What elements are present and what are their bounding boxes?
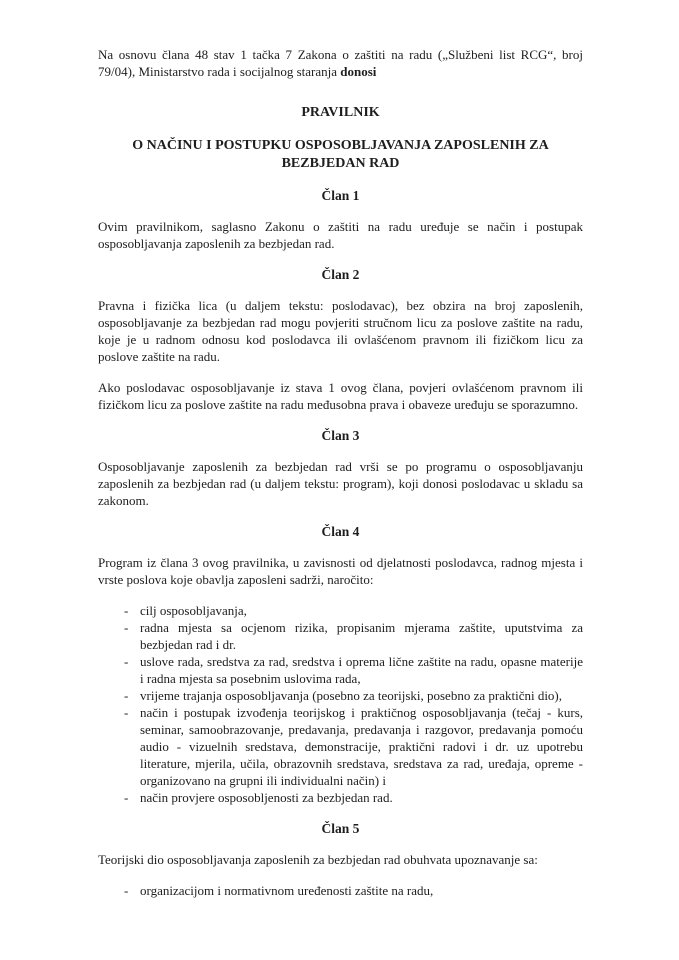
list-item-text: vrijeme trajanja osposobljavanja (posebno za teorijski, posebno za praktični dio),: [140, 688, 563, 703]
list-item-text: cilj osposobljavanja,: [140, 603, 247, 618]
list-dash-marker: -: [124, 705, 129, 720]
list-dash-marker: -: [124, 654, 129, 669]
list-item-text: organizacijom i normativnom uređenosti zaštite na radu,: [140, 883, 434, 898]
intro-text: Na osnovu člana 48 stav 1 tačka 7 Zakona o zaštiti na radu („Službeni list RCG“, broj 79/04), Ministarstvo rada i socijalnog staranja: [98, 47, 583, 79]
article-paragraph: Program iz člana 3 ovog pravilnika, u zavisnosti od djelatnosti poslodavca, radnog mjesta i vrste poslova koje obavlja zaposleni sadrži, naročito:: [98, 555, 583, 587]
article-heading: Član 1: [321, 188, 360, 203]
list-item: [98, 653, 583, 687]
list-item: [98, 619, 583, 653]
list-dash-marker: -: [124, 790, 129, 805]
list-item: [98, 704, 583, 789]
list-item-text: način i postupak izvođenja teorijskog i praktičnog osposobljavanja (tečaj - kurs, seminar, samoobrazovanje, predavanja, predavanja i razgovor, predavanja pomoću audio - vizuelnih sredstava, demonstracije, praktični radovi i dr. uz upotrebu literature, mjerila, učila, obrazovnih sredstava, sredstava za rad, uređaja, opreme - organizovano na grupni ili individualni način) i: [140, 705, 583, 788]
article-heading: Član 5: [321, 821, 360, 836]
list-dash-marker: -: [124, 603, 129, 618]
list-dash-marker: -: [124, 688, 129, 703]
article-heading: Član 4: [321, 524, 360, 539]
list-item: [98, 602, 583, 619]
article-list: [98, 602, 583, 806]
intro-paragraph: [98, 46, 583, 80]
document-subtitle: O NAČINU I POSTUPKU OSPOSOBLJAVANJA ZAPOSLENIH ZA BEZBJEDAN RAD: [132, 138, 549, 171]
list-item-text: radna mjesta sa ocjenom rizika, propisanim mjerama zaštite, uputstvima za bezbjedan rad i dr.: [140, 620, 583, 652]
intro-bold-word: donosi: [340, 64, 377, 79]
article-heading: Član 3: [321, 428, 360, 443]
article-paragraph: Osposobljavanje zaposlenih za bezbjedan rad vrši se po programu o osposobljavanju zaposlenih za bezbjedan rad (u daljem tekstu: program), koji donosi poslodavac u skladu sa zakonom.: [98, 459, 583, 508]
list-item-text: uslove rada, sredstva za rad, sredstva i oprema lične zaštite na radu, opasne materije i radna mjesta sa posebnim uslovima rada,: [140, 654, 583, 686]
article-list: [98, 882, 583, 899]
list-item: [98, 882, 583, 899]
list-dash-marker: -: [124, 883, 129, 898]
list-item: [98, 789, 583, 806]
list-dash-marker: -: [124, 620, 129, 635]
article-paragraph: Teorijski dio osposobljavanja zaposlenih za bezbjedan rad obuhvata upoznavanje sa:: [98, 852, 538, 867]
document-title: PRAVILNIK: [301, 105, 380, 120]
list-item: [98, 687, 583, 704]
article-paragraph: Ako poslodavac osposobljavanje iz stava 1 ovog člana, povjeri ovlašćenom pravnom ili fizičkom licu za poslove zaštite na radu međusobna prava i obaveze uređuju se sporazumno.: [98, 380, 583, 412]
list-item-text: način provjere osposobljenosti za bezbjedan rad.: [140, 790, 393, 805]
article-heading: Član 2: [321, 267, 360, 282]
articles-container: [98, 187, 583, 899]
article-paragraph: Pravna i fizička lica (u daljem tekstu: poslodavac), bez obzira na broj zaposlenih, osposobljavanje za bezbjedan rad mogu povjeriti stručnom licu za poslove zaštite na radu, koje je u radnom odnosu kod poslodavca ili ovlašćenom pravnom ili fizičkom licu za poslove zaštite na radu.: [98, 298, 583, 364]
article-paragraph: Ovim pravilnikom, saglasno Zakonu o zaštiti na radu uređuje se način i postupak osposobljavanja zaposlenih za bezbjedan rad.: [98, 219, 583, 251]
